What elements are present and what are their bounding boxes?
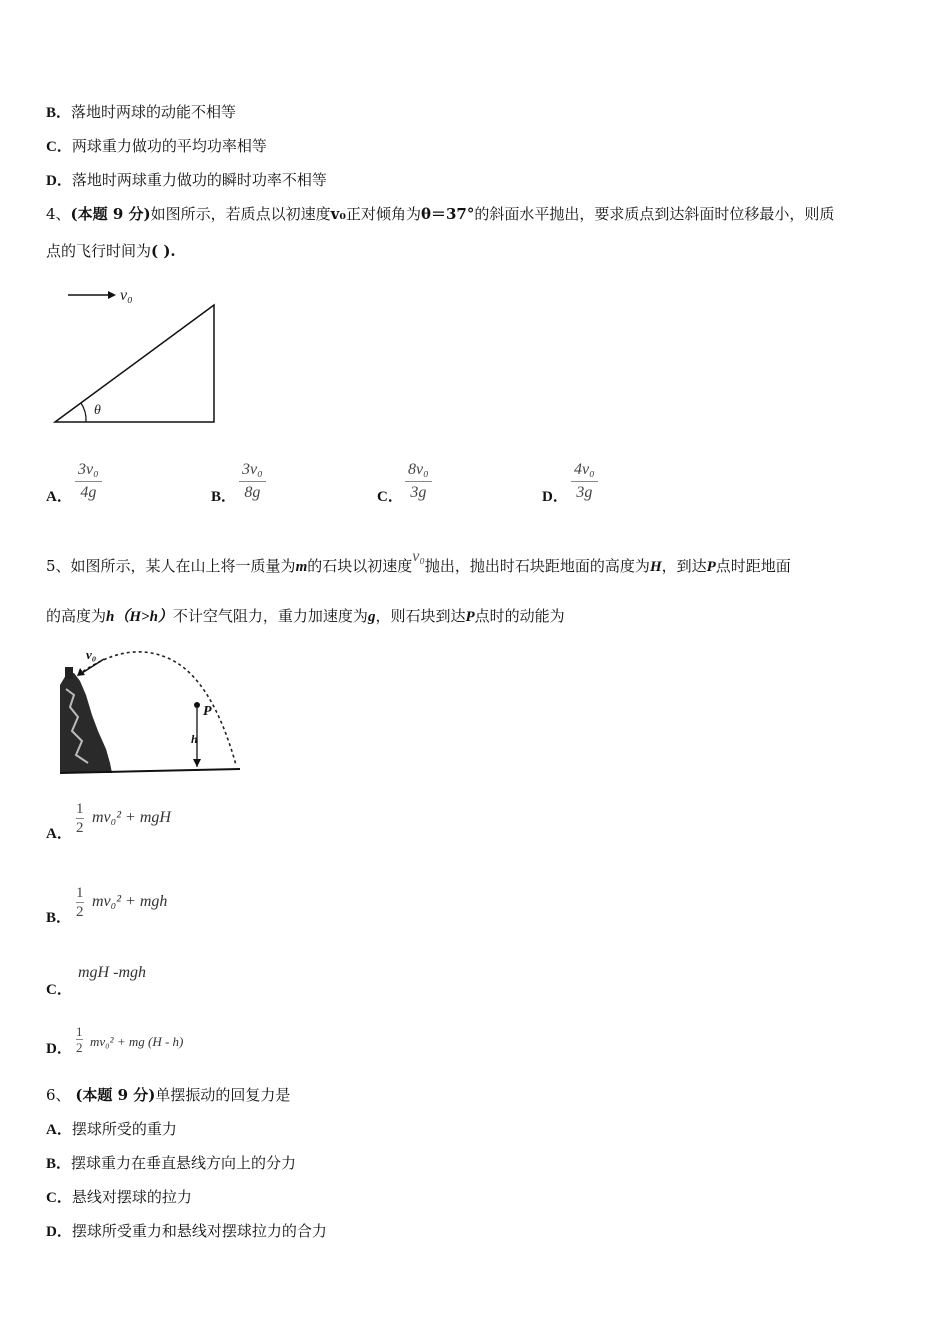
q4-option-a-letter: A． <box>46 489 72 505</box>
half-fraction <box>76 1024 83 1055</box>
answer-blank: ( ). <box>151 242 176 260</box>
gravity-symbol: g <box>367 609 376 625</box>
h-label: h <box>191 732 198 746</box>
cliff-rock <box>60 673 112 773</box>
stem-text: 正对倾角为 <box>345 205 421 223</box>
stem-text: 单摆振动的回复力是 <box>155 1086 291 1104</box>
height-H-symbol: H <box>649 559 662 575</box>
numerator: 1 <box>76 801 84 817</box>
question-number: 6、 <box>46 1086 71 1104</box>
denominator: 3g <box>576 484 593 501</box>
option-letter: D． <box>46 173 72 189</box>
stem-text: 的斜面水平抛出，要求质点到达斜面时位移最小，则质 <box>474 205 835 223</box>
q5-option-b-expr: mv₀² + mgh <box>92 893 168 910</box>
q4-option-c-fraction <box>405 460 432 503</box>
numerator: 3v₀ <box>78 461 99 478</box>
v0-label: v₀ <box>86 647 97 662</box>
q5-option-c-letter: C． <box>46 982 72 998</box>
denominator: 8g <box>244 484 261 501</box>
denominator: 4g <box>80 484 97 501</box>
person-icon <box>65 667 73 679</box>
option-text: 摆球所受重力和悬线对摆球拉力的合力 <box>71 1222 327 1240</box>
question-points: (本题 9 分) <box>75 1086 156 1104</box>
option-text: 两球重力做功的平均功率相等 <box>71 137 267 155</box>
q4-option-c-letter: C． <box>377 489 403 505</box>
stem-text: ，则石块到达 <box>375 607 466 625</box>
angle-label: θ <box>94 403 101 418</box>
angle-arc <box>81 403 86 422</box>
option-letter: D． <box>46 1224 72 1240</box>
q4-stem-line1 <box>46 203 834 225</box>
arrowhead-icon <box>108 291 116 299</box>
p-label: P <box>203 704 212 719</box>
q3-option-b <box>46 101 236 124</box>
option-text: 摆球重力在垂直悬线方向上的分力 <box>71 1154 297 1172</box>
stem-text: ，到达 <box>661 557 707 575</box>
stem-text: 点的飞行时间为 <box>46 242 152 260</box>
half-fraction <box>76 800 84 837</box>
q5-option-d-expr: mv₀² + mg (H - h) <box>90 1034 184 1049</box>
point-P-symbol: P <box>465 609 475 625</box>
q3-option-c <box>46 135 267 158</box>
option-text: 落地时两球的动能不相等 <box>71 103 237 121</box>
q5-option-c-expr: mgH -mgh <box>78 964 146 981</box>
numerator: 3v₀ <box>242 461 263 478</box>
q6-stem <box>46 1084 290 1106</box>
numerator: 1 <box>76 1024 83 1039</box>
q6-option-d <box>46 1220 327 1243</box>
stem-text: 的高度为 <box>46 607 107 625</box>
stem-text: 点时距地面 <box>715 557 791 575</box>
q4-option-a-fraction <box>75 460 102 503</box>
stone-point <box>194 702 200 708</box>
stem-text: 的石块以初速度 <box>307 557 413 575</box>
q3-option-d <box>46 169 327 192</box>
q5-option-d-letter: D． <box>46 1041 72 1057</box>
question-points: (本题 9 分) <box>70 205 151 223</box>
height-h-symbol: h <box>106 609 115 625</box>
half-fraction <box>76 884 84 921</box>
numerator: 1 <box>76 885 84 901</box>
option-text: 摆球所受的重力 <box>71 1120 177 1138</box>
denominator: 2 <box>76 904 84 920</box>
option-letter: B． <box>46 105 72 121</box>
denominator: 2 <box>76 1040 83 1055</box>
q5-stem-line1 <box>46 548 791 578</box>
v0-symbol: v₀ <box>412 548 425 565</box>
point-P-symbol: P <box>706 559 716 575</box>
stem-text: 如图所示，若质点以初速度 <box>150 205 331 223</box>
option-letter: C． <box>46 1190 72 1206</box>
incline-triangle <box>55 305 214 422</box>
condition: （H>h） <box>114 609 173 625</box>
q4-option-d-fraction <box>571 460 598 503</box>
q5-option-a-letter: A． <box>46 826 72 842</box>
angle-value: θ＝37° <box>420 205 475 223</box>
v0-symbol: v₀ <box>330 205 346 223</box>
denominator: 2 <box>76 820 84 836</box>
q6-option-b <box>46 1152 296 1175</box>
cliff-figure <box>52 645 247 780</box>
q5-stem-line2 <box>46 605 565 628</box>
stem-text: 不计空气阻力，重力加速度为 <box>172 607 368 625</box>
arrowhead-icon <box>193 759 201 767</box>
stem-text: 如图所示，某人在山上将一质量为 <box>70 557 296 575</box>
option-text: 落地时两球重力做功的瞬时功率不相等 <box>71 171 327 189</box>
q6-option-a <box>46 1118 177 1141</box>
stem-text: 抛出，抛出时石块距地面的高度为 <box>424 557 650 575</box>
q5-option-b-letter: B． <box>46 910 72 926</box>
numerator: 4v₀ <box>574 461 595 478</box>
q6-option-c <box>46 1186 192 1209</box>
option-text: 悬线对摆球的拉力 <box>71 1188 192 1206</box>
q4-option-b-letter: B． <box>211 489 237 505</box>
question-number: 4、 <box>46 205 71 223</box>
mass-symbol: m <box>295 559 308 575</box>
q4-option-d-letter: D． <box>542 489 568 505</box>
velocity-label: v₀ <box>120 287 133 304</box>
option-letter: A． <box>46 1122 72 1138</box>
question-number: 5、 <box>46 557 71 575</box>
option-letter: C． <box>46 139 72 155</box>
denominator: 3g <box>410 484 427 501</box>
incline-figure <box>50 282 230 430</box>
q4-stem-line2 <box>46 240 176 262</box>
q5-option-a-expr: mv₀² + mgH <box>92 809 171 826</box>
q4-option-b-fraction <box>239 460 266 503</box>
numerator: 8v₀ <box>408 461 429 478</box>
stem-text: 点时的动能为 <box>474 607 565 625</box>
option-letter: B． <box>46 1156 72 1172</box>
